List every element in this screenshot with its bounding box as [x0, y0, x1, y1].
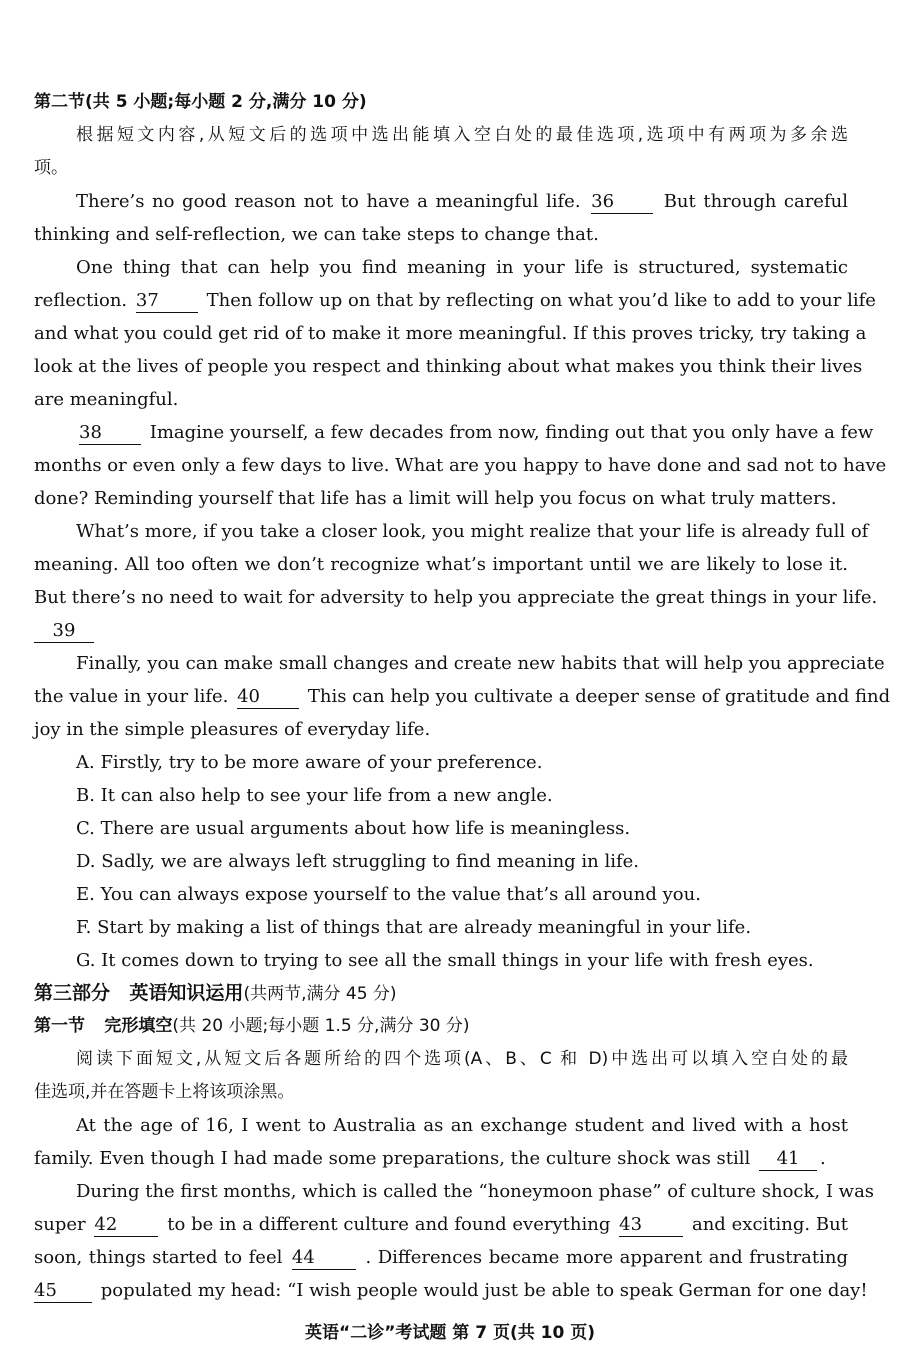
passage2-paragraph1-line2: family. Even though I had made some preparations, the culture shock was still 41 . — [34, 1148, 826, 1169]
passage1-paragraph2-line3: and what you could get rid of to make it more meaningful. If this proves tricky, try taking a — [34, 323, 867, 344]
passage1-paragraph3-line2: months or even only a few days to live. What are you happy to have done and sad not to have — [34, 455, 887, 476]
option-b: B. It can also help to see your life from a new angle. — [76, 785, 553, 806]
passage1-paragraph4-line2: meaning. All too often we don’t recognize what’s important until we are likely to lose it. — [34, 554, 848, 575]
blank-37: 37 — [136, 290, 198, 313]
option-f: F. Start by making a list of things that are already meaningful in your life. — [76, 917, 752, 938]
passage2-paragraph2-line4: 45 populated my head: “I wish people would just be able to speak German for one day! — [34, 1280, 868, 1301]
passage1-paragraph4-line4 — [34, 614, 848, 647]
section2-heading: 第二节(共 5 小题;每小题 2 分,满分 10 分) — [34, 92, 367, 112]
blank-42: 42 — [94, 1214, 158, 1237]
passage2-paragraph1: At the age of 16, I went to Australia as an exchange student and lived with a host — [76, 1115, 848, 1136]
option-a: A. Firstly, try to be more aware of your preference. — [76, 752, 543, 773]
blank-41: 41 — [759, 1148, 817, 1171]
passage2-paragraph2-line3: soon, things started to feel 44 . Differences became more apparent and frustrating — [34, 1247, 848, 1268]
page-footer: 英语“二诊”考试题 第 7 页(共 10 页) — [305, 1323, 595, 1343]
section2-instruction: 根据短文内容,从短文后的选项中选出能填入空白处的最佳选项,选项中有两项为多余选 — [76, 125, 848, 145]
passage1-paragraph2-line4: look at the lives of people you respect and thinking about what makes you think their lives — [34, 356, 863, 377]
passage1-paragraph1-line2: thinking and self-reflection, we can take steps to change that. — [34, 224, 599, 245]
option-c: C. There are usual arguments about how life is meaningless. — [76, 818, 631, 839]
passage1-paragraph2-line5: are meaningful. — [34, 389, 179, 410]
blank-45: 45 — [34, 1280, 92, 1303]
passage1-paragraph4-line3: But there’s no need to wait for adversity to help you appreciate the great things in your life. — [34, 587, 878, 608]
option-d: D. Sadly, we are always left struggling to find meaning in life. — [76, 851, 640, 872]
blank-40: 40 — [237, 686, 299, 709]
blank-43: 43 — [619, 1214, 683, 1237]
part3-section1-heading: 第一节 完形填空(共 20 小题;每小题 1.5 分,满分 30 分) — [34, 1016, 470, 1036]
passage1-paragraph1: There’s no good reason not to have a meaningful life. 36 But through careful — [76, 191, 848, 212]
option-e: E. You can always expose yourself to the value that’s all around you. — [76, 884, 701, 905]
part3-instruction: 阅读下面短文,从短文后各题所给的四个选项(A、B、C 和 D)中选出可以填入空白处的最 — [76, 1049, 848, 1069]
blank-38: 38 — [79, 422, 141, 445]
passage1-paragraph2-line2: reflection. 37 Then follow up on that by reflecting on what you’d like to add to your life — [34, 290, 876, 311]
blank-44: 44 — [292, 1247, 356, 1270]
passage1-paragraph5-line3: joy in the simple pleasures of everyday life. — [34, 719, 431, 740]
option-g: G. It comes down to trying to see all the small things in your life with fresh eyes. — [76, 950, 814, 971]
part3-instruction-cont: 佳选项,并在答题卡上将该项涂黑。 — [34, 1082, 295, 1102]
passage2-paragraph2: During the first months, which is called the “honeymoon phase” of culture shock, I was — [76, 1181, 875, 1202]
passage2-paragraph2-line2: super 42 to be in a different culture and found everything 43 and exciting. But — [34, 1214, 848, 1235]
blank-36: 36 — [591, 191, 653, 214]
passage1-paragraph4: What’s more, if you take a closer look, you might realize that your life is already full of — [76, 521, 869, 542]
passage1-paragraph2: One thing that can help you find meaning in your life is structured, systematic — [76, 257, 848, 278]
part3-heading: 第三部分 英语知识运用(共两节,满分 45 分) — [34, 982, 397, 1004]
passage1-paragraph3: 38 Imagine yourself, a few decades from now, finding out that you only have a few — [79, 422, 874, 443]
blank-39: 39 — [34, 620, 94, 643]
passage1-paragraph5-line2: the value in your life. 40 This can help you cultivate a deeper sense of gratitude and find — [34, 686, 891, 707]
passage1-paragraph3-line3: done? Reminding yourself that life has a limit will help you focus on what truly matters. — [34, 488, 837, 509]
section2-instruction-cont: 项。 — [34, 158, 68, 178]
page-content — [34, 86, 891, 1307]
passage1-paragraph5: Finally, you can make small changes and create new habits that will help you appreciate — [76, 653, 885, 674]
